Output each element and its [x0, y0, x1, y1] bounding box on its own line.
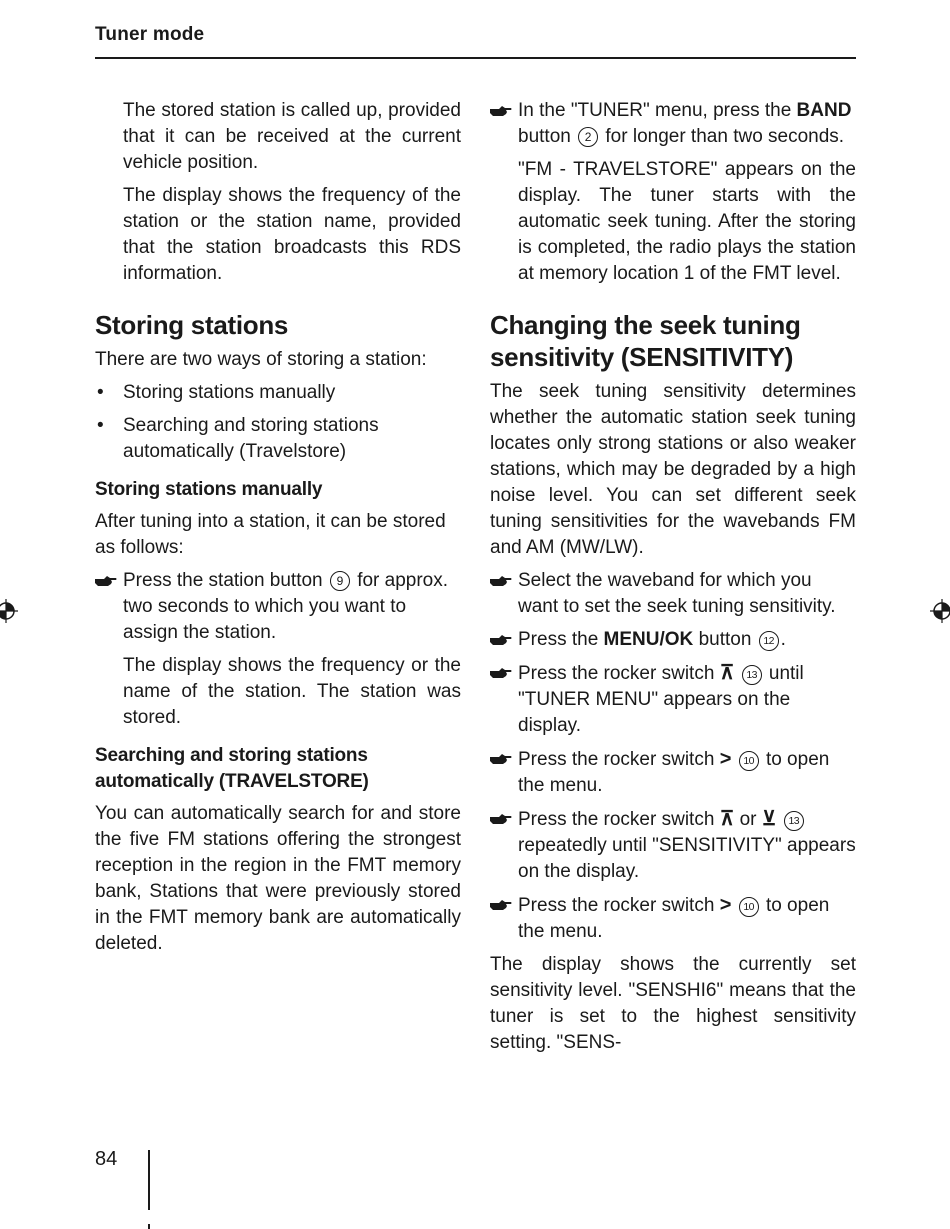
rocker-right-icon: >	[719, 748, 732, 770]
crop-tick	[148, 1224, 150, 1229]
band-button-label: BAND	[796, 100, 852, 121]
step-text: Select the waveband for which you want to set the seek tuning sensitivity.	[518, 570, 836, 617]
section-heading: Storing stations	[95, 310, 289, 340]
button-number-badge: 13	[742, 665, 762, 685]
step-text: button	[698, 629, 752, 650]
step-text: .	[780, 629, 786, 650]
pointing-hand-icon	[490, 752, 512, 766]
bullet-text: Searching and storing stations automatically (Travelstore)	[123, 415, 379, 462]
pointing-hand-icon	[490, 898, 512, 912]
subsection-heading: Searching and storing stations automatically (TRAVELSTORE)	[95, 745, 369, 792]
step-text: for approx. two seconds to which you want to assign the station.	[123, 570, 449, 643]
button-number-badge: 13	[784, 811, 804, 831]
section-intro: There are two ways of storing a station:	[95, 349, 427, 370]
bullet-mark: •	[97, 382, 104, 403]
rocker-right-icon: >	[719, 894, 732, 916]
step-text: repeatedly until "SENSITIVITY" appears on the display.	[518, 835, 856, 882]
step-text: for longer than two seconds.	[605, 126, 845, 147]
instruction-step	[490, 660, 856, 739]
instruction-step	[95, 568, 461, 646]
step-text: to open the menu.	[518, 895, 830, 942]
bullet-mark: •	[97, 415, 104, 436]
intro-paragraph: The display shows the frequency of the station or the station name, provided that the station broadcasts this RDS information.	[123, 185, 461, 284]
right-column	[490, 98, 856, 1063]
step-text: Press the rocker switch	[518, 895, 715, 916]
pointing-hand-icon	[490, 666, 512, 680]
step-text: or	[739, 809, 757, 830]
instruction-step	[490, 746, 856, 799]
rocker-down-icon: ⊻	[761, 808, 777, 830]
crosshair-icon	[0, 599, 18, 623]
intro-paragraph: The stored station is called up, provided that it can be received at the current vehicle position.	[123, 100, 461, 173]
pointing-hand-icon	[490, 633, 512, 647]
step-text: Press the rocker switch	[518, 663, 715, 684]
rocker-up-icon: ⊼	[719, 662, 735, 684]
button-number-badge: 2	[578, 127, 598, 147]
section-heading: Changing the seek tuning sensitivity (SENSITIVITY)	[490, 310, 801, 372]
crosshair-icon	[930, 599, 950, 623]
instruction-step	[490, 627, 856, 653]
page-number-rule	[148, 1150, 150, 1210]
bullet-item	[95, 380, 461, 406]
step-text: In the "TUNER" menu, press the	[518, 100, 792, 121]
pointing-hand-icon	[490, 104, 512, 118]
step-text: Press the	[518, 629, 599, 650]
step-text: Press the station button	[123, 570, 323, 591]
step-text: button	[518, 126, 571, 147]
step-text: until "TUNER MENU" appears on the display.	[518, 663, 804, 736]
button-number-badge: 10	[739, 897, 759, 917]
button-number-badge: 10	[739, 751, 759, 771]
step-result: "FM - TRAVELSTORE" appears on the display. The tuner starts with the automatic seek tuning. After the storing is completed, the radio plays the station at memory location 1 of the FMT level.	[518, 159, 856, 284]
menu-ok-button-label: MENU/OK	[603, 629, 694, 650]
body-paragraph: The display shows the currently set sensitivity level. "SENSHI6" means that the tuner is set to the highest sensitivity setting. "SENS-	[490, 954, 856, 1053]
step-text: to open the menu.	[518, 749, 830, 796]
page-number: 84	[95, 1148, 118, 1170]
pointing-hand-icon	[95, 574, 117, 588]
page-header-title: Tuner mode	[95, 24, 205, 45]
button-number-badge: 12	[759, 631, 779, 651]
instruction-step	[490, 892, 856, 945]
pointing-hand-icon	[490, 812, 512, 826]
section-intro: After tuning into a station, it can be stored as follows:	[95, 511, 446, 558]
subsection-heading: Storing stations manually	[95, 479, 323, 500]
step-text: Press the rocker switch	[518, 809, 715, 830]
left-column	[95, 98, 461, 964]
step-text: Press the rocker switch	[518, 749, 715, 770]
pointing-hand-icon	[490, 574, 512, 588]
bullet-text: Storing stations manually	[123, 382, 336, 403]
button-number-badge: 9	[330, 571, 350, 591]
rocker-up-icon: ⊼	[719, 808, 735, 830]
body-paragraph: You can automatically search for and store the five FM stations offering the strongest reception in the region in the FMT memory bank, Stations that were previously stored in the FMT memory bank are automatically deleted.	[95, 803, 461, 954]
header-divider	[95, 57, 856, 59]
instruction-step	[490, 568, 856, 620]
step-result: The display shows the frequency or the name of the station. The station was stored.	[123, 655, 461, 728]
instruction-step	[490, 98, 856, 150]
body-paragraph: The seek tuning sensitivity determines whether the automatic station seek tuning locates only strong stations or also weaker stations, which may be degraded by a high noise level. You can set different seek tuning sensitivities for the wavebands FM and AM (MW/LW).	[490, 381, 856, 558]
bullet-item	[95, 413, 461, 465]
instruction-step	[490, 806, 856, 885]
